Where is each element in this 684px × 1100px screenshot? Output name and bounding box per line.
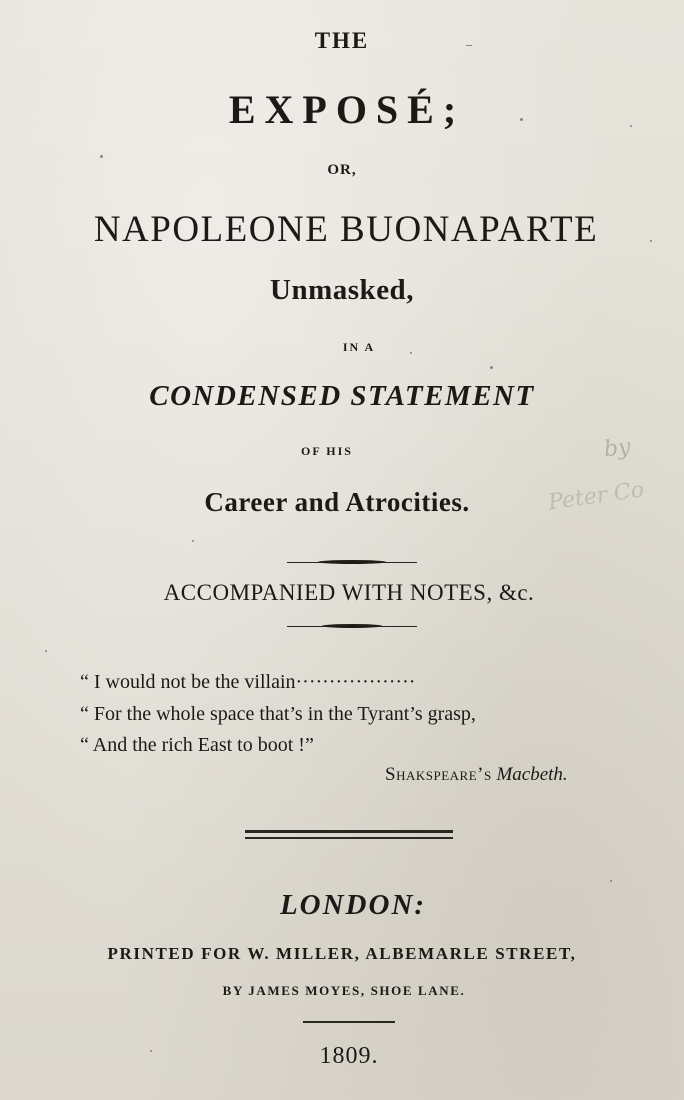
paper-speck — [630, 125, 632, 127]
paper-speck — [520, 118, 523, 121]
paper-speck — [150, 1050, 152, 1052]
subtitle-unmasked: Unmasked, — [270, 274, 414, 306]
title-the: THE — [314, 28, 370, 53]
main-title: EXPOSÉ; — [228, 87, 466, 132]
notes-line: ACCOMPANIED WITH NOTES, &c. — [163, 580, 535, 605]
epigraph-line-1: “ I would not be the villain·················· — [80, 671, 416, 693]
double-rule-lower — [245, 837, 453, 839]
paper-speck — [100, 155, 103, 158]
pencil-annotation-by: by — [602, 434, 632, 463]
epigraph-author: Shakspeare’s — [385, 764, 492, 785]
epigraph-attribution — [385, 764, 568, 786]
title-or: OR, — [327, 162, 357, 178]
subtitle-subject: NAPOLEONE BUONAPARTE — [93, 209, 599, 250]
pencil-annotation-name: Peter Co — [546, 477, 646, 516]
paper-speck — [466, 45, 472, 46]
paper-speck — [192, 540, 194, 542]
paper-speck — [45, 650, 47, 652]
subtitle-of-his: OF HIS — [301, 444, 353, 458]
paper-speck — [490, 366, 493, 369]
paper-speck — [610, 880, 612, 882]
subtitle-condensed-statement: CONDENSED STATEMENT — [149, 380, 535, 412]
subtitle-in-a: IN A — [342, 340, 376, 354]
paper-speck — [410, 352, 412, 354]
epigraph-line-2: “ For the whole space that’s in the Tyrant’s grasp, — [80, 703, 476, 725]
paper-speck — [650, 240, 652, 242]
imprint-printer: BY JAMES MOYES, SHOE LANE. — [222, 983, 466, 998]
epigraph-line-3: “ And the rich East to boot !” — [80, 734, 314, 756]
imprint-city: LONDON: — [279, 889, 427, 921]
ornamental-rule-top-swell — [318, 560, 386, 564]
imprint-rule — [303, 1021, 395, 1023]
imprint-year: 1809. — [319, 1043, 379, 1069]
epigraph-work: Macbeth. — [496, 764, 568, 785]
double-rule-upper — [245, 830, 453, 833]
imprint-publisher: PRINTED FOR W. MILLER, ALBEMARLE STREET, — [107, 944, 577, 963]
ornamental-rule-middle-swell — [322, 624, 382, 628]
subtitle-career: Career and Atrocities. — [204, 487, 470, 517]
